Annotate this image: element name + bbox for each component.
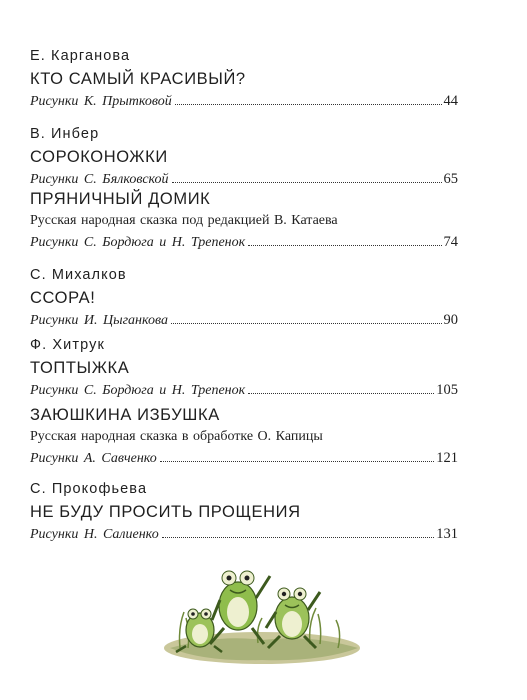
dot-leader <box>172 181 442 183</box>
entry-illustrator-line <box>30 311 458 329</box>
entry-page-number: 90 <box>443 312 458 328</box>
entry-illustrator: Рисунки И. Цыганкова <box>30 313 168 328</box>
entry-author: Ф. Хитрук <box>30 337 105 353</box>
entry-illustrator: Рисунки С. Бялковской <box>30 172 169 187</box>
toc-entry-zayushkina-izbushka <box>30 405 458 467</box>
entry-illustrator: Рисунки С. Бордюга и Н. Трепенок <box>30 235 246 250</box>
entry-page-number: 65 <box>443 171 458 187</box>
entry-illustrator: Рисунки С. Бордюга и Н. Трепенок <box>30 383 246 398</box>
entry-illustrator-line <box>30 92 458 110</box>
dot-leader <box>248 244 441 246</box>
entry-illustrator: Рисунки К. Прытковой <box>30 94 172 109</box>
toc-entry-ne-budu-prosit-proshcheniya <box>30 480 458 543</box>
entry-illustrator-line <box>30 381 458 399</box>
entry-illustrator-line <box>30 233 458 251</box>
entry-page-number: 44 <box>443 93 458 109</box>
entry-title: ССОРА! <box>30 289 96 307</box>
toc-entry-toptyzhka <box>30 336 458 399</box>
entry-illustrator: Рисунки А. Савченко <box>30 451 157 466</box>
entry-illustrator-line <box>30 449 458 467</box>
toc-entry-kto-samyi-krasivyi <box>30 47 458 110</box>
dot-leader <box>175 103 442 105</box>
entry-title: ТОПТЫЖКА <box>30 359 130 377</box>
dot-leader <box>162 536 435 538</box>
entry-title: НЕ БУДУ ПРОСИТЬ ПРОЩЕНИЯ <box>30 503 301 521</box>
toc-entry-ssora <box>30 266 458 329</box>
entry-page-number: 105 <box>436 382 458 398</box>
entry-illustrator-line <box>30 170 458 188</box>
entry-note: Русская народная сказка под редакцией В. Катаева <box>30 213 338 228</box>
frogs-illustration <box>160 548 365 668</box>
entry-title: СОРОКОНОЖКИ <box>30 148 168 166</box>
entry-author: Е. Карганова <box>30 48 131 64</box>
entry-title: ЗАЮШКИНА ИЗБУШКА <box>30 406 220 424</box>
entry-author: В. Инбер <box>30 126 100 142</box>
entry-author: С. Михалков <box>30 267 127 283</box>
entry-title: КТО САМЫЙ КРАСИВЫЙ? <box>30 70 246 88</box>
dot-leader <box>160 460 434 462</box>
entry-author: С. Прокофьева <box>30 481 148 497</box>
entry-page-number: 74 <box>443 234 458 250</box>
toc-entry-sorokonozhki <box>30 125 458 188</box>
entry-page-number: 131 <box>436 526 458 542</box>
entry-illustrator: Рисунки Н. Салиенко <box>30 527 159 542</box>
toc-entry-pryanichnyi-domik <box>30 189 458 251</box>
dot-leader <box>248 392 434 394</box>
entry-page-number: 121 <box>436 450 458 466</box>
entry-illustrator-line <box>30 525 458 543</box>
dot-leader <box>171 322 442 324</box>
entry-title: ПРЯНИЧНЫЙ ДОМИК <box>30 190 211 208</box>
entry-note: Русская народная сказка в обработке О. Капицы <box>30 429 323 444</box>
